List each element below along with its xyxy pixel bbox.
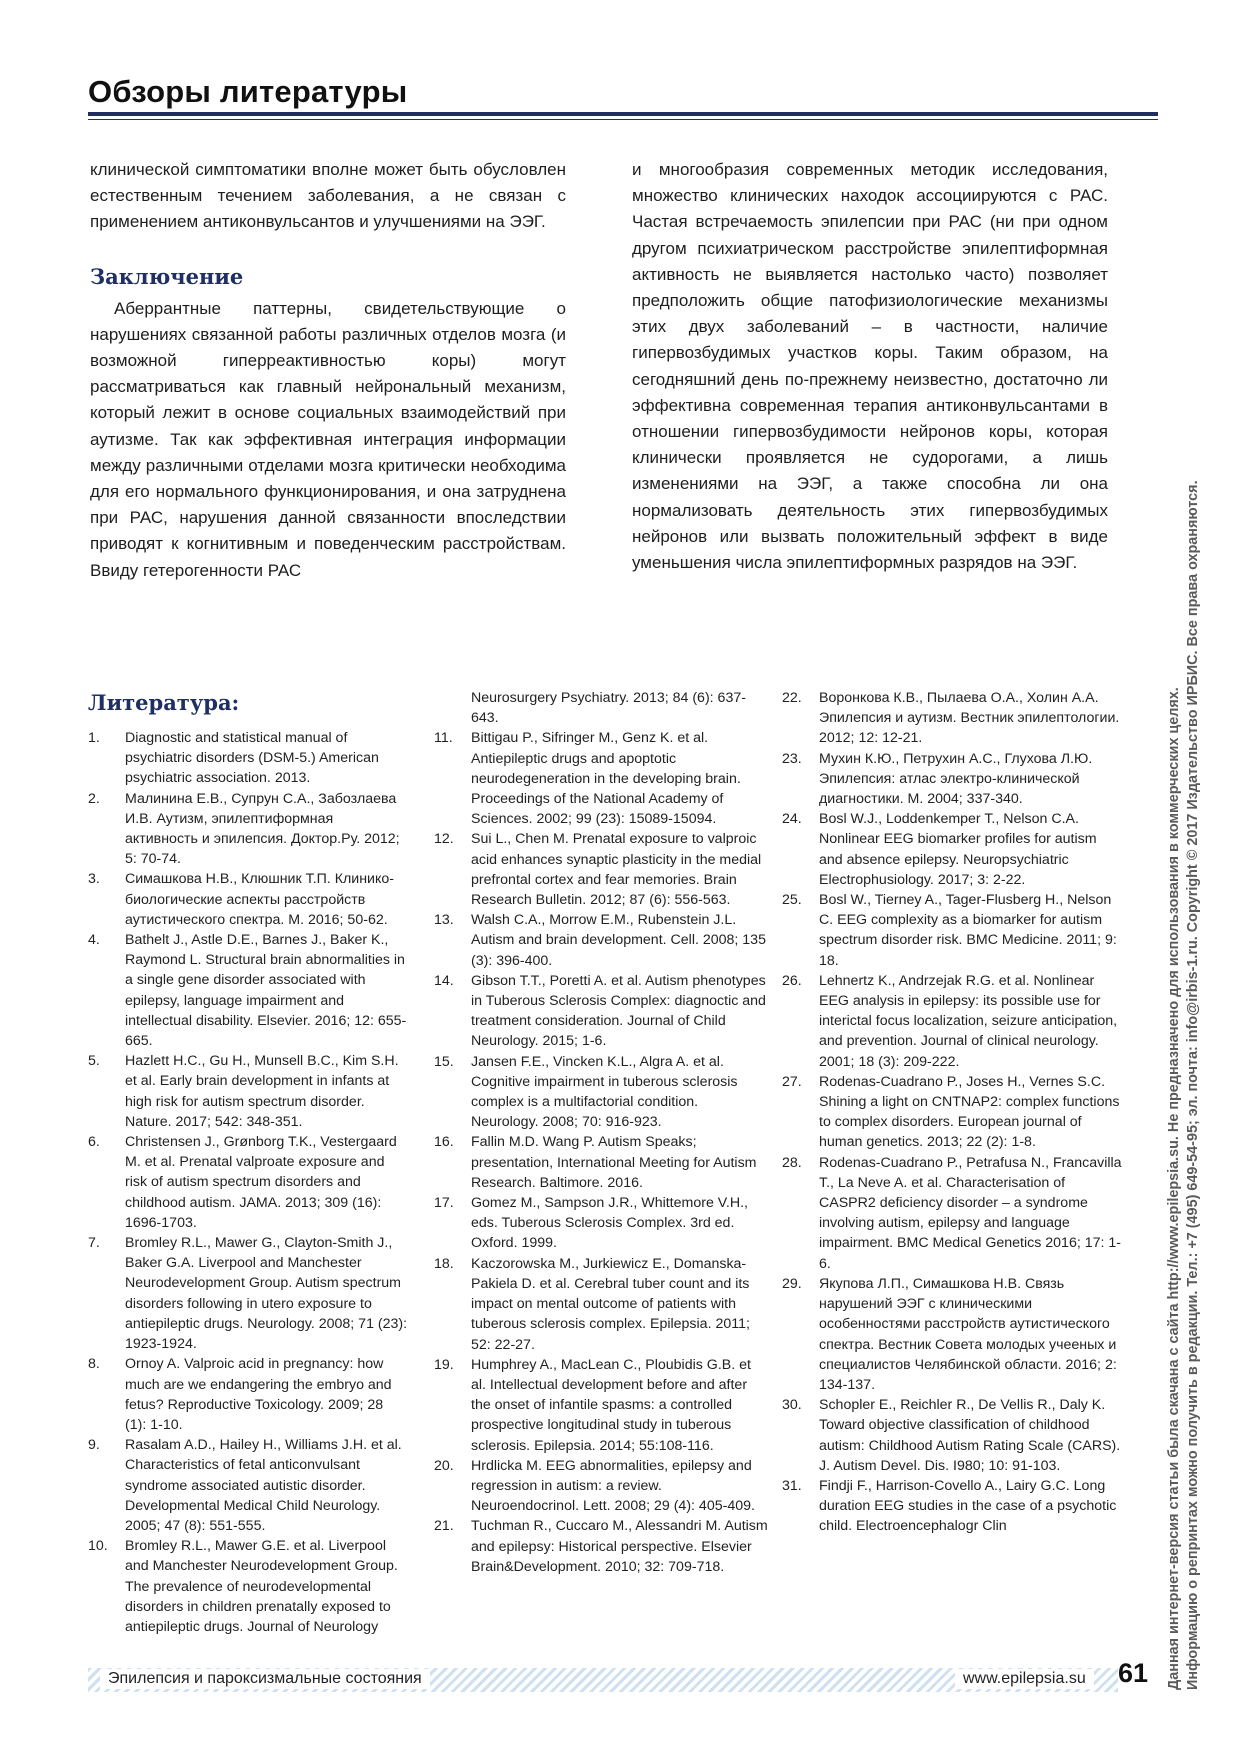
reference-number: 20. [434, 1457, 454, 1474]
reference-number: 31. [782, 1477, 802, 1494]
reference-number: 30. [782, 1397, 802, 1414]
conclusion-heading: Заключение [90, 263, 244, 289]
reference-item [782, 1274, 1122, 1395]
reference-item [434, 728, 768, 829]
reference-item [782, 1153, 1122, 1274]
reference-text: Humphrey A., MacLean C., Ploubidis G.B. et al. Intellectual development before and after the onset of infantile spasms: a controlled prospective longitudinal study in tuberous sclerosis. Epilepsia. 2014; 55:108-116. [471, 1356, 751, 1454]
reference-number: 22. [782, 690, 802, 706]
reference-number: 13. [434, 912, 454, 929]
reference-text: Hazlett H.C., Gu H., Munsell B.C., Kim S.H. et al. Early brain development in infants at high risk for autism spectrum disorder. Nature. 2017; 542: 348-351. [125, 1053, 399, 1130]
reference-text: Diagnostic and statistical manual of psychiatric disorders (DSM-5.) American psychiatric association. 2013. [125, 730, 379, 787]
reference-number: 15. [434, 1053, 454, 1070]
reference-number: 18. [434, 1255, 454, 1272]
reference-number: 6. [88, 1134, 100, 1151]
reference-text: Jansen F.E., Vincken K.L., Algra A. et al. Cognitive impairment in tuberous sclerosis complex is a multifactorial condition. Neurology. 2008; 70: 916-923. [471, 1053, 738, 1131]
references-column-1 [88, 728, 408, 1637]
reference-item [434, 1456, 768, 1517]
reference-text: Gomez M., Sampson J.R., Whittemore V.H., eds. Tuberous Sclerosis Complex. 3rd ed. Oxford. 1999. [471, 1195, 749, 1252]
reference-text: Kaczorowska M., Jurkiewicz E., Domanska-Pakiela D. et al. Cerebral tuber count and its impact on mental outcome of patients with tuberous sclerosis complex. Epilepsia. 2011; 52: 22-27. [471, 1255, 750, 1353]
reference-text: Bromley R.L., Mawer G.E. et al. Liverpool and Manchester Neurodevelopment Group. The prevalence of neurodevelopmental disorders in children prenatally exposed to antiepileptic drugs. Journal of Neurology [125, 1538, 398, 1635]
reference-item [434, 1193, 768, 1254]
reference-item [434, 1052, 768, 1133]
references-heading: Литература: [88, 690, 240, 715]
reference-number: 14. [434, 972, 454, 989]
reference-number: 1. [88, 730, 100, 746]
reference-number: 17. [434, 1195, 454, 1212]
conclusion-paragraph: Аберрантные паттерны, свидетельствующие о нарушениях связанной работы различных отделов мозга (и возможной гиперреактивностью коры) могут рассматриваться как главный нейрональный механизм, который лежит в основе социальных взаимодействий при аутизме. Так как эффективная интеграция информации между различными отделами мозга критически необходима для его нормального функционирования, и она затруднена при РАС, нарушения данной связанности впоследствии приводят к когнитивным и поведенческим расстройствам. Ввиду гетерогенности РАС [90, 298, 566, 580]
reference-item [434, 829, 768, 910]
reference-number: 8. [88, 1356, 100, 1373]
side-note-line-2: Информацию о репринтах можно получить в редакции. Тел.: +7 (495) 649-54-95; эл. почта: info@irbis-1.ru. Copyright © 2017 Издательство ИРБИС. Все права охраняются. [1185, 480, 1201, 1690]
reference-text: Малинина Е.В., Супрун С.А., Забозлаева И.В. Аутизм, эпилептиформная активность и эпилепсия. Доктор.Ру. 2012; 5: 70-74. [125, 790, 400, 868]
reference-item [782, 809, 1122, 890]
reference-text: Sui L., Chen M. Prenatal exposure to valproic acid enhances synaptic plasticity in the medial prefrontal cortex and fear memories. Brain Research Bulletin. 2012; 87 (6): 556-563. [471, 831, 762, 909]
reference-list-2 [434, 728, 768, 1577]
header-rule-thin [88, 119, 1158, 120]
header-rule [88, 112, 1158, 116]
reference-item [88, 728, 408, 789]
reference-number: 7. [88, 1235, 100, 1252]
reference-item [88, 1354, 408, 1435]
reference-item [88, 1233, 408, 1354]
reference-text: Bosl W.J., Loddenkemper T., Nelson C.A. Nonlinear EEG biomarker profiles for autism and absence epilepsy. Neuropsychiatric Electrophusiology. 2017; 3: 2-22. [819, 811, 1097, 888]
reference-item [782, 1072, 1122, 1153]
reference-text: Симашкова Н.В., Клюшник Т.П. Клинико-биологические аспекты расстройств аутистического спектра. М. 2016; 50-62. [125, 871, 394, 928]
left-intro-paragraph: клинической симптоматики вполне может быть обусловлен естественным течением заболевания, а не связан с применением антиконвульсантов и улучшениями на ЭЭГ. [90, 160, 566, 232]
reference-item [782, 1395, 1122, 1476]
reference-text: Christensen J., Grønborg T.K., Vestergaard M. et al. Prenatal valproate exposure and risk of autism spectrum disorders and childhood autism. JAMA. 2013; 309 (16): 1696-1703. [125, 1134, 397, 1231]
reference-text: Bittigau P., Sifringer M., Genz K. et al. Antiepileptic drugs and apoptotic neurodegeneration in the developing brain. Proceedings of the National Academy of Sciences. 2002; 99 (23): 15089-15094. [471, 730, 741, 828]
reference-number: 11. [434, 730, 453, 747]
reference-text: Fallin M.D. Wang P. Autism Speaks; presentation, International Meeting for Autism Research. Baltimore. 2016. [471, 1134, 757, 1191]
reference-text: Schopler E., Reichler R., De Vellis R., Daly K. Toward objective classification of childhood autism: Childhood Autism Rating Scale (CARS). J. Autism Devel. Dis. I980; 10: 91-103. [819, 1397, 1121, 1474]
reference-text: Walsh C.A., Morrow E.M., Rubenstein J.L. Autism and brain development. Cell. 2008; 135 (3): 396-400. [471, 912, 766, 969]
reference-number: 12. [434, 831, 454, 848]
reference-number: 28. [782, 1154, 802, 1171]
reference-number: 25. [782, 892, 802, 909]
section-title: Обзоры литературы [88, 74, 408, 109]
reference-number: 10. [88, 1538, 108, 1555]
reference-item [434, 1132, 768, 1193]
left-text-column [90, 157, 566, 584]
footer-website-link[interactable]: www.epilepsia.su [955, 1669, 1094, 1689]
reference-text: Ornoy A. Valproic acid in pregnancy: how much are we endangering the embryo and fetus? Reproductive Toxicology. 2009; 28 (1): 1-10. [125, 1356, 392, 1433]
reference-item [434, 971, 768, 1052]
reference-item [782, 749, 1122, 810]
side-note-line-1: Данная интернет-версия статьи была скачана с сайта http://www.epilepsia.su. Не предназначено для использования в коммерческих целях. [1166, 687, 1182, 1690]
reference-item [88, 1051, 408, 1132]
reference-item [88, 1435, 408, 1536]
reference-item [88, 1132, 408, 1233]
reference-item [434, 910, 768, 971]
reference-number: 9. [88, 1437, 100, 1454]
reference-text: Hrdlicka M. EEG abnormalities, epilepsy and regression in autism: a review. Neuroendocrinol. Lett. 2008; 29 (4): 405-409. [471, 1457, 755, 1515]
reference-item [434, 1355, 768, 1456]
reference-list-3 [782, 688, 1122, 1537]
reference-text: Воронкова К.В., Пылаева О.А., Холин А.А. Эпилепсия и аутизм. Вестник эпилептологии. 2012; 12: 12-21. [819, 690, 1120, 747]
reference-item [88, 930, 408, 1051]
footer-journal-name: Эпилепсия и пароксизмальные состояния [100, 1669, 430, 1689]
reference-item [434, 1516, 768, 1577]
reference-item [782, 1476, 1122, 1537]
reference-text: Bosl W., Tierney A., Tager-Flusberg H., Nelson C. EEG complexity as a biomarker for autism spectrum disorder risk. BMC Medicine. 2011; 9: 18. [819, 892, 1117, 969]
reference-number: 4. [88, 932, 100, 949]
right-text-column [632, 157, 1108, 576]
reference-number: 3. [88, 871, 100, 888]
reference-text: Якупова Л.П., Симашкова Н.В. Связь нарушений ЭЭГ с клиническими особенностями расстройств аутистического спектра. Вестник Совета молодых учееных и специалистов Челябинской области. 2016; 2: 134-137. [819, 1275, 1117, 1393]
reference-text: Bathelt J., Astle D.E., Barnes J., Baker K., Raymond L. Structural brain abnormalities in a single gene disorder associated with epilepsy, language impairment and intellectual disability. Elsevier. 2016; 12: 655-665. [125, 932, 407, 1050]
reference-item [88, 789, 408, 870]
right-paragraph: и многообразия современных методик исследования, множество клинических находок ассоциируются с РАС. Частая встречаемость эпилепсии при РАС (ни при одном другом психиатрическом расстройстве эпилептиформная активность не выявляется настолько часто) позволяет предположить общие патофизиологические механизмы этих двух заболеваний – в частности, наличие гипервозбудимых участков коры. Таким образом, на сегодняшний день по-прежнему неизвестно, достаточно ли эффективна современная терапия антиконвульсантами в отношении гипервозбудимости нейронов коры, которая клинически проявляется не судорогами, а лишь изменениями на ЭЭГ, а также способна ли она нормализовать деятельность этих гипервозбудимых нейронов или вызвать положительный эффект в виде уменьшения числа эпилептиформных разрядов на ЭЭГ. [632, 160, 1108, 573]
reference-continuation: Neurosurgery Psychiatry. 2013; 84 (6): 637-643. [471, 690, 746, 727]
reference-text: Bromley R.L., Mawer G., Clayton-Smith J., Baker G.A. Liverpool and Manchester Neurodevelopment Group. Autism spectrum disorders following in utero exposure to antiepileptic drugs. Neurology. 2008; 71 (23): 1923-1924. [125, 1235, 408, 1353]
reference-item [782, 971, 1122, 1072]
reference-number: 2. [88, 790, 100, 807]
reference-item [782, 890, 1122, 971]
reference-number: 29. [782, 1275, 802, 1292]
reference-item [88, 869, 408, 930]
reference-number: 23. [782, 750, 802, 767]
reference-number: 16. [434, 1134, 454, 1151]
reference-number: 21. [434, 1518, 454, 1535]
reference-item [88, 1536, 408, 1637]
reference-number: 24. [782, 811, 802, 828]
references-column-3 [782, 688, 1122, 1537]
reference-number: 27. [782, 1073, 802, 1090]
reference-text: Rodenas-Cuadrano P., Petrafusa N., Francavilla T., La Neve A. et al. Characterisation of CASPR2 deficiency disorder – a syndrome involving autism, epilepsy and language impairment. BMC Medical Genetics 2016; 17: 1-6. [819, 1154, 1122, 1272]
reference-item [782, 688, 1122, 749]
page-number: 61 [1118, 1658, 1149, 1688]
copyright-side-note [1165, 70, 1203, 1690]
reference-text: Rodenas-Cuadrano P., Joses H., Vernes S.C. Shining a light on CNTNAP2: complex functions to complex disorders. European journal of human genetics. 2013; 22 (2): 1-8. [819, 1073, 1120, 1151]
references-column-2 [434, 688, 768, 1577]
reference-text: Lehnertz K., Andrzejak R.G. et al. Nonlinear EEG analysis in epilepsy: its possible use for interictal focus localization, seizure anticipation, and prevention. Journal of clinical neurology. 2001; 18 (3): 209-222. [819, 972, 1118, 1070]
reference-item [434, 1254, 768, 1355]
reference-text: Rasalam A.D., Hailey H., Williams J.H. et al. Characteristics of fetal anticonvulsant syndrome associated autistic disorder. Developmental Medical Child Neurology. 2005; 47 (8): 551-555. [125, 1437, 402, 1534]
reference-text: Tuchman R., Cuccaro M., Alessandri M. Autism and epilepsy: Historical perspective. Elsevier Brain&Development. 2010; 32: 709-718. [471, 1518, 768, 1575]
reference-text: Мухин К.Ю., Петрухин А.С., Глухова Л.Ю. Эпилепсия: атлас электро-клинической диагностики. М. 2004; 337-340. [819, 750, 1093, 808]
reference-number: 5. [88, 1053, 100, 1070]
reference-number: 26. [782, 972, 802, 989]
reference-text: Gibson T.T., Poretti A. et al. Autism phenotypes in Tuberous Sclerosis Complex: diagnoctic and treatment consideration. Journal of Child Neurology. 2015; 1-6. [471, 972, 766, 1050]
reference-number: 19. [434, 1356, 454, 1373]
reference-text: Findji F., Harrison-Covello A., Lairy G.C. Long duration EEG studies in the case of a psychotic child. Electroencephalogr Clin [819, 1477, 1117, 1535]
reference-list-1 [88, 728, 408, 1637]
